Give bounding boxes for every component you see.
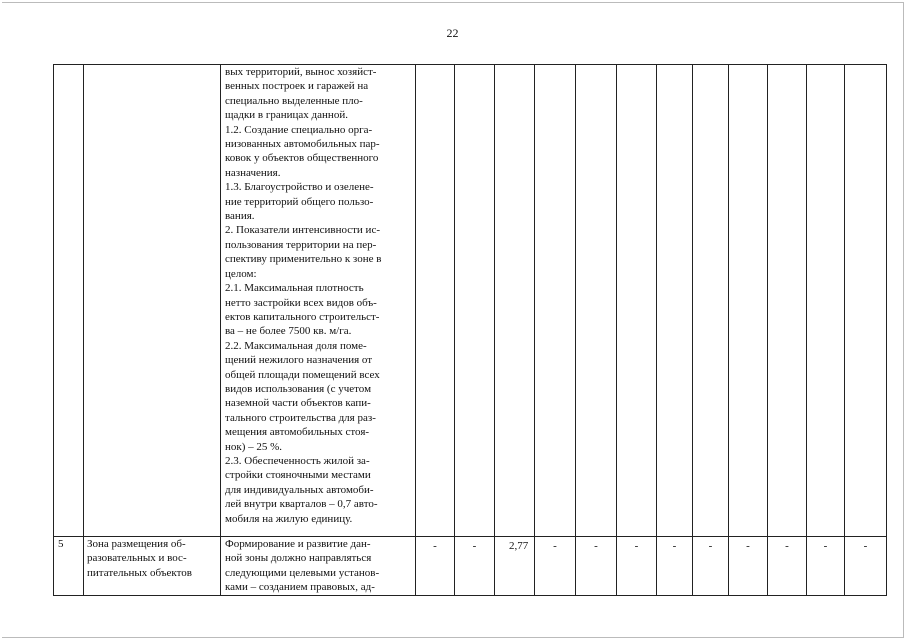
regulation-line: щадки в границах данной. bbox=[225, 109, 348, 122]
regulation-line: мобиля на жилую единицу. bbox=[225, 512, 353, 525]
cell-zone bbox=[84, 65, 221, 537]
regulation-line: видов использования (с учетом bbox=[225, 382, 372, 395]
table-row-continued bbox=[54, 65, 887, 537]
regulation-line: вых территорий, вынос хозяйст- bbox=[225, 66, 377, 78]
page-number: 22 bbox=[446, 26, 459, 40]
regulation-line: специально выделенные пло- bbox=[225, 94, 363, 107]
regulation-line: мещения автомобильных стоя- bbox=[225, 426, 370, 439]
regulation-line: ние территорий общего пользо- bbox=[225, 195, 374, 208]
cell-value bbox=[617, 65, 657, 537]
cell-value: - bbox=[768, 537, 807, 596]
regulation-line: ковок у объектов общественного bbox=[225, 152, 379, 165]
cell-value: - bbox=[729, 537, 768, 596]
regulation-line: 2.3. Обеспеченность жилой за- bbox=[225, 454, 370, 467]
cell-value: - bbox=[657, 537, 693, 596]
zone-name-line: разовательных и вос- bbox=[87, 552, 187, 565]
zone-name-line: питательных объектов bbox=[87, 566, 192, 579]
regulation-line: 2.2. Максимальная доля поме- bbox=[225, 339, 367, 352]
cell-value bbox=[495, 65, 535, 537]
regulation-line: ектов капитального строительст- bbox=[225, 310, 380, 323]
cell-value bbox=[729, 65, 768, 537]
cell-value bbox=[576, 65, 617, 537]
page-bottom-border bbox=[2, 637, 903, 638]
regulation-line: ной зоны должно направляться bbox=[225, 552, 372, 565]
regulation-line: для индивидуальных автомоби- bbox=[225, 483, 374, 496]
regulation-line: 2. Показатели интенсивности ис- bbox=[225, 224, 380, 237]
regulation-line: целом: bbox=[225, 267, 257, 280]
regulation-line: нок) – 25 %. bbox=[225, 440, 283, 453]
regulation-line: нетто застройки всех видов объ- bbox=[225, 296, 377, 309]
regulation-line: общей площади помещений всех bbox=[225, 368, 380, 381]
cell-value: - bbox=[455, 537, 495, 596]
page-right-border bbox=[903, 2, 904, 638]
regulation-line: наземной части объектов капи- bbox=[225, 397, 371, 410]
cell-value: - bbox=[693, 537, 729, 596]
regulation-line: 1.3. Благоустройство и озелене- bbox=[225, 181, 374, 194]
cell-value: - bbox=[535, 537, 576, 596]
regulation-line: 2.1. Максимальная плотность bbox=[225, 282, 364, 295]
cell-value bbox=[693, 65, 729, 537]
regulation-line: венных построек и гаражей на bbox=[225, 80, 369, 93]
table-row-5 bbox=[54, 537, 887, 596]
regulation-line: низованных автомобильных пар- bbox=[225, 138, 380, 151]
cell-value: - bbox=[576, 537, 617, 596]
regulation-line: назначения. bbox=[225, 166, 281, 179]
cell-value bbox=[455, 65, 495, 537]
regulation-line: лей внутри кварталов – 0,7 авто- bbox=[225, 498, 378, 511]
cell-value bbox=[807, 65, 845, 537]
regulation-line: спективу применительно к зоне в bbox=[225, 253, 382, 266]
zones-table bbox=[53, 64, 887, 596]
cell-value bbox=[768, 65, 807, 537]
regulation-line: вания. bbox=[225, 210, 255, 223]
regulation-line: 1.2. Создание специально орга- bbox=[225, 123, 373, 136]
regulation-line: ва – не более 7500 кв. м/га. bbox=[225, 325, 352, 338]
regulation-line: пользования территории на пер- bbox=[225, 238, 377, 251]
cell-value: 2,77 bbox=[495, 537, 535, 596]
cell-zone bbox=[84, 537, 221, 596]
cell-value: - bbox=[845, 537, 887, 596]
regulation-line: ками – созданием правовых, ад- bbox=[225, 581, 375, 594]
cell-number: 5 bbox=[54, 537, 84, 596]
regulation-line: стройки стояночными местами bbox=[225, 469, 371, 482]
zone-name-line: Зона размещения об- bbox=[87, 538, 186, 550]
regulation-line: следующими целевыми установ- bbox=[225, 566, 380, 579]
regulation-line: щений нежилого назначения от bbox=[225, 354, 373, 367]
cell-value bbox=[535, 65, 576, 537]
page-top-border bbox=[2, 2, 903, 3]
regulation-line: Формирование и развитие дан- bbox=[225, 538, 371, 550]
cell-regulations bbox=[221, 537, 416, 596]
cell-value bbox=[845, 65, 887, 537]
cell-value bbox=[416, 65, 455, 537]
regulation-line: тального строительства для раз- bbox=[225, 411, 376, 424]
cell-regulations bbox=[221, 65, 416, 537]
cell-value: - bbox=[416, 537, 455, 596]
cell-value: - bbox=[617, 537, 657, 596]
cell-number bbox=[54, 65, 84, 537]
cell-value bbox=[657, 65, 693, 537]
cell-value: - bbox=[807, 537, 845, 596]
